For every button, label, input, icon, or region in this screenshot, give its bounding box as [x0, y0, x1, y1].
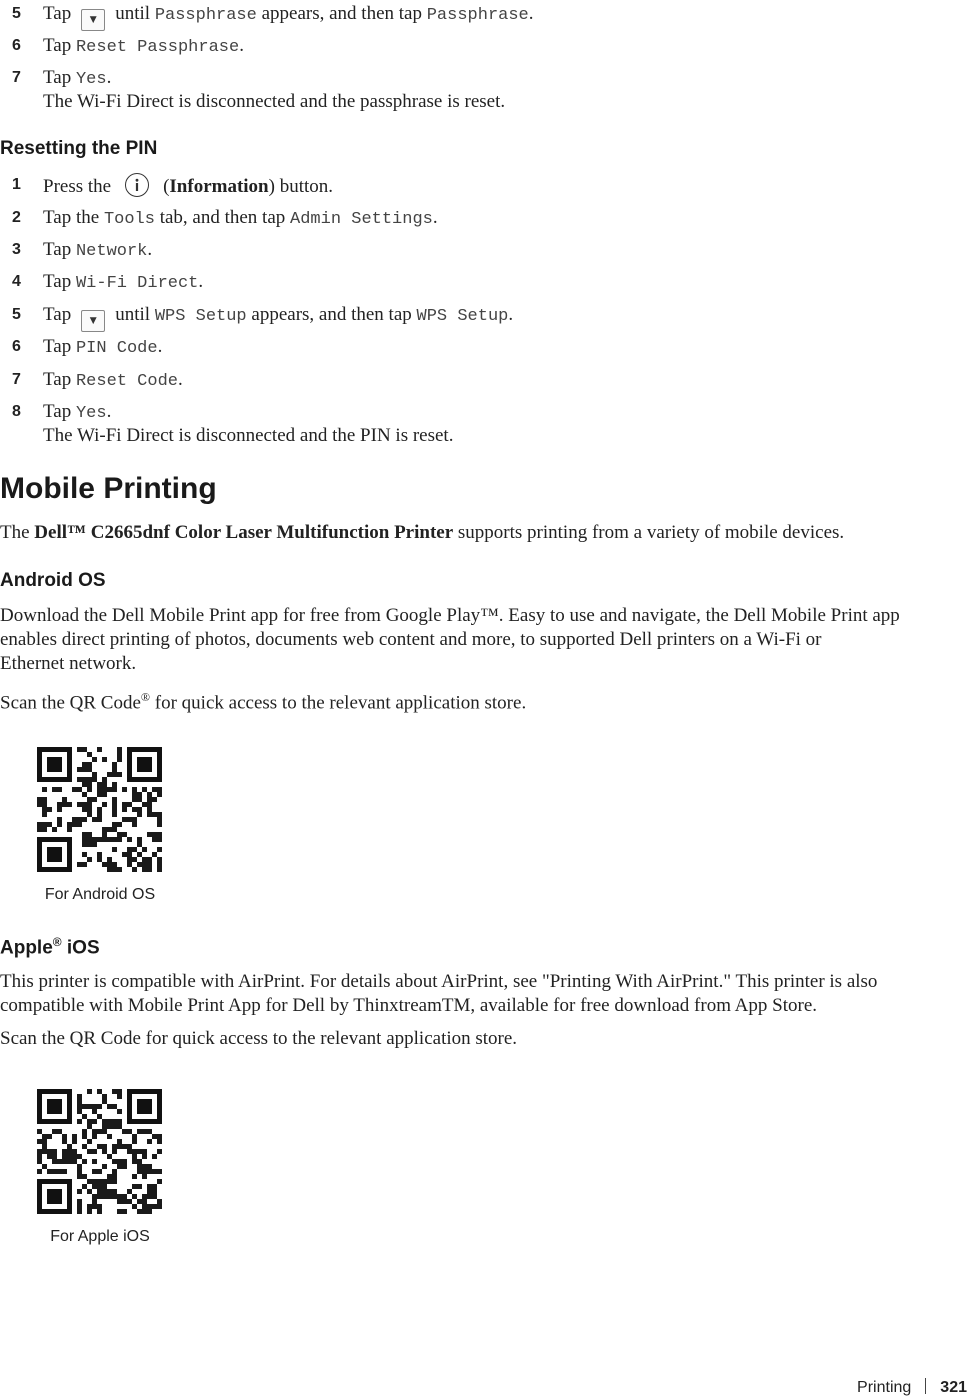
information-icon [125, 173, 149, 197]
step-number: 3 [12, 241, 21, 258]
step-number: 2 [12, 209, 21, 226]
step-number: 6 [12, 37, 21, 54]
ios-scan-text: Scan the QR Code for quick access to the relevant application store. [0, 1028, 518, 1049]
qr-code-icon[interactable] [28, 738, 171, 881]
android-scan-text [0, 685, 969, 715]
step-number: 8 [12, 403, 21, 420]
punctuation: . [157, 336, 163, 357]
punctuation: . [528, 3, 534, 24]
punctuation: . [239, 35, 244, 56]
section-heading-android: Android OS [0, 570, 106, 591]
mobile-intro [0, 521, 969, 545]
qr-caption-android: For Android OS [44, 886, 156, 903]
page-title-mobile-printing: Mobile Printing [0, 472, 217, 505]
down-arrow-button-icon: ▼ [81, 9, 105, 31]
intro-text: supports printing from a variety of mobile devices. [457, 522, 845, 543]
step-text: until [115, 3, 151, 24]
step-text: tab, and then tap [159, 207, 286, 228]
punctuation: . [147, 239, 153, 260]
footer-divider [925, 1378, 926, 1394]
ui-code-text: PIN Code [75, 339, 158, 358]
ui-code-text: Wi-Fi Direct [75, 274, 199, 293]
step-text: Tap the [43, 207, 100, 228]
step-text: Tap [43, 271, 72, 292]
step-text: Press the [43, 176, 112, 197]
ios-description-line: compatible with Mobile Print App for Dell by ThinxtreamTM, available for free download from App Store. [0, 995, 817, 1016]
punctuation: . [106, 67, 112, 88]
scan-text: Scan the QR Code [0, 692, 141, 714]
page-number: 321 [940, 1379, 967, 1396]
registered-mark: ® [52, 935, 62, 949]
punctuation: ( [163, 176, 170, 197]
ui-code-text: WPS Setup [154, 307, 247, 326]
footer-section-name: Printing [857, 1379, 912, 1396]
product-name: Dell™ C2665dnf Color Laser Multifunction Printer [34, 522, 454, 543]
ui-code-text: Tools [103, 210, 155, 229]
ui-code-text: WPS Setup [416, 307, 509, 326]
punctuation: . [432, 207, 438, 228]
step-text: ) button. [268, 176, 334, 197]
punctuation: . [508, 304, 514, 325]
qr-caption-ios: For Apple iOS [50, 1228, 150, 1245]
step-text: Tap [43, 3, 72, 24]
ui-code-text: Passphrase [154, 6, 257, 25]
step-number: 6 [12, 338, 21, 355]
registered-mark: ® [140, 690, 151, 704]
punctuation: . [178, 369, 183, 390]
down-arrow-button-icon: ▼ [81, 310, 105, 332]
qr-code-icon[interactable] [28, 1080, 171, 1223]
intro-text: The [0, 522, 30, 543]
step-text: Tap [43, 336, 72, 357]
step-text: appears, and then tap [251, 304, 412, 325]
step-text: Tap [43, 239, 72, 260]
ui-code-text: Yes [75, 404, 107, 423]
section-heading-resetting-pin: Resetting the PIN [0, 138, 158, 159]
ios-description-line: This printer is compatible with AirPrint. For details about AirPrint, see "Printing With AirPrint." This printer is also [0, 971, 878, 992]
ui-code-text: Yes [75, 70, 107, 89]
android-description-line: Ethernet network. [0, 653, 137, 674]
ui-code-text: Admin Settings [290, 210, 433, 229]
punctuation: . [106, 401, 112, 422]
step-number: 5 [12, 306, 21, 323]
android-description-line: Download the Dell Mobile Print app for free from Google Play™. Easy to use and navigate, the Dell Mobile Print app [0, 605, 900, 626]
button-name-bold: Information [169, 176, 269, 197]
heading-text: Apple [0, 937, 53, 959]
step-text: Tap [43, 369, 72, 390]
step-text: appears, and then tap [261, 3, 422, 24]
step-number: 7 [12, 69, 21, 86]
step-text: Tap [43, 401, 72, 422]
step-number: 5 [12, 5, 21, 22]
ui-code-text: Passphrase [426, 6, 529, 25]
page-footer [857, 1378, 967, 1397]
step-result-note: The Wi-Fi Direct is disconnected and the passphrase is reset. [43, 91, 506, 112]
ui-code-text: Reset Code [75, 372, 178, 391]
step-result-note: The Wi-Fi Direct is disconnected and the PIN is reset. [43, 425, 454, 446]
step-text: until [115, 304, 151, 325]
step-number: 1 [12, 176, 21, 193]
step-number: 7 [12, 371, 21, 388]
punctuation: . [198, 271, 204, 292]
ui-code-text: Network [75, 242, 148, 261]
scan-text: for quick access to the relevant application store. [154, 692, 527, 714]
section-heading-ios [0, 935, 100, 959]
ui-code-text: Reset Passphrase [75, 38, 240, 57]
step-text: Tap [43, 67, 72, 88]
step-text: Tap [43, 35, 72, 56]
step-number: 4 [12, 273, 21, 290]
android-description-line: enables direct printing of photos, documents web content and more, to supported Dell printers on a Wi-Fi or [0, 629, 822, 650]
step-text: Tap [43, 304, 72, 325]
heading-text: iOS [66, 937, 100, 959]
